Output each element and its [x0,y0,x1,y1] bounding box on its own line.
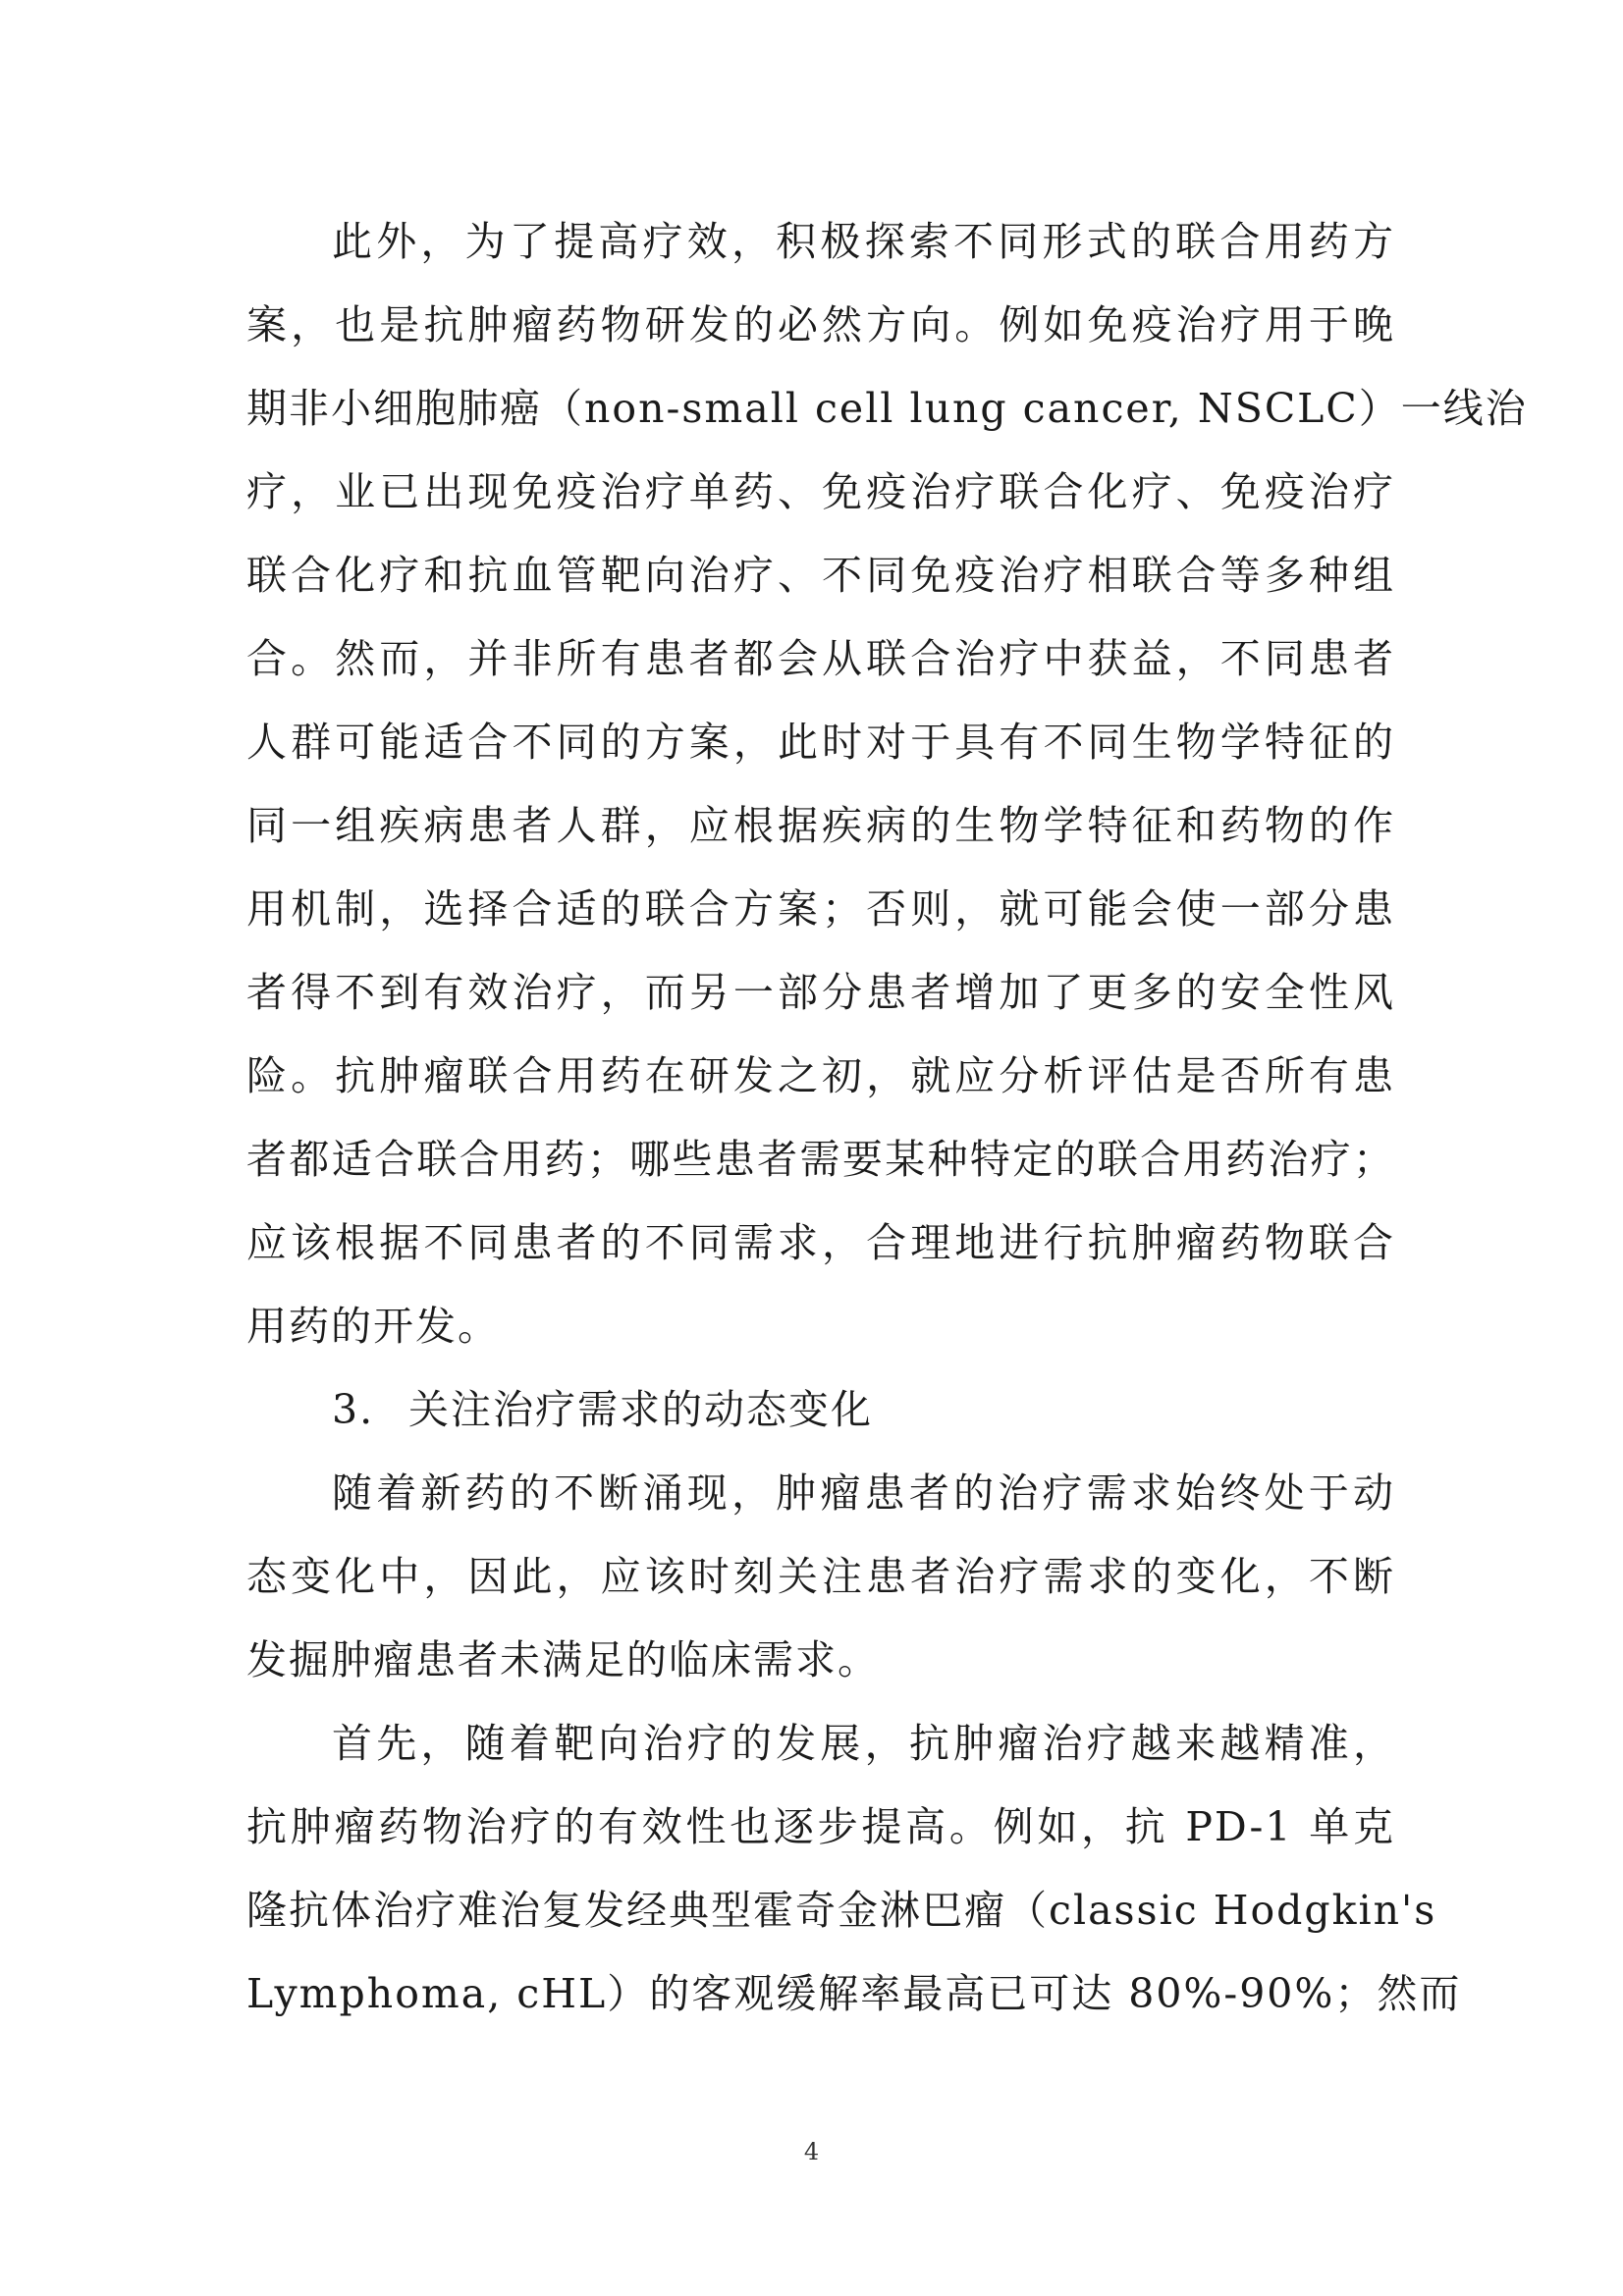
paragraph-1-line-13: 应该根据不同患者的不同需求，合理地进行抗肿瘤药物联合 [246,1219,1395,1266]
paragraph-1-line-7: 人群可能适合不同的方案，此时对于具有不同生物学特征的 [246,719,1395,766]
paragraph-1-line-4: 疗，业已出现免疫治疗单药、免疫治疗联合化疗、免疫治疗 [246,468,1395,515]
paragraph-1-line-14: 用药的开发。 [246,1303,500,1350]
paragraph-1-line-3: 期非小细胞肺癌（non-small cell lung cancer, NSCLC）一线治 [246,385,1528,432]
section-title: 关注治疗需求的动态变化 [408,1386,873,1433]
paragraph-2-line-1: 随着新药的不断涌现，肿瘤患者的治疗需求始终处于动 [332,1469,1395,1517]
paragraph-3-line-2: 抗肿瘤药物治疗的有效性也逐步提高。例如，抗 PD-1 单克 [246,1803,1395,1850]
paragraph-1-line-10: 者得不到有效治疗，而另一部分患者增加了更多的安全性风 [246,969,1395,1016]
paragraph-3-line-4: Lymphoma, cHL）的客观缓解率最高已可达 80%-90%；然而 [246,1970,1462,2017]
paragraph-1-line-6: 合。然而，并非所有患者都会从联合治疗中获益，不同患者 [246,635,1395,682]
section-heading [332,1380,1395,1439]
paragraph-1-line-9: 用机制，选择合适的联合方案；否则，就可能会使一部分患 [246,885,1395,933]
paragraph-1-line-11: 险。抗肿瘤联合用药在研发之初，就应分析评估是否所有患 [246,1052,1395,1099]
paragraph-3-line-3: 隆抗体治疗难治复发经典型霍奇金淋巴瘤（classic Hodgkin's [246,1887,1437,1934]
paragraph-1-line-2: 案，也是抗肿瘤药物研发的必然方向。例如免疫治疗用于晚 [246,301,1395,348]
page-number: 4 [803,2138,820,2165]
paragraph-1-line-1: 此外，为了提高疗效，积极探索不同形式的联合用药方 [332,218,1395,265]
paragraph-1-line-5: 联合化疗和抗血管靶向治疗、不同免疫治疗相联合等多种组 [246,552,1395,599]
paragraph-3-line-1: 首先，随着靶向治疗的发展，抗肿瘤治疗越来越精准， [332,1720,1395,1767]
paragraph-1-line-8: 同一组疾病患者人群，应根据疾病的生物学特征和药物的作 [246,802,1395,849]
paragraph-1-line-12: 者都适合联合用药；哪些患者需要某种特定的联合用药治疗； [246,1136,1395,1183]
paragraph-2-line-3: 发掘肿瘤患者未满足的临床需求。 [246,1636,880,1683]
section-number: 3. [332,1386,375,1433]
paragraph-2-line-2: 态变化中，因此，应该时刻关注患者治疗需求的变化，不断 [246,1553,1395,1600]
